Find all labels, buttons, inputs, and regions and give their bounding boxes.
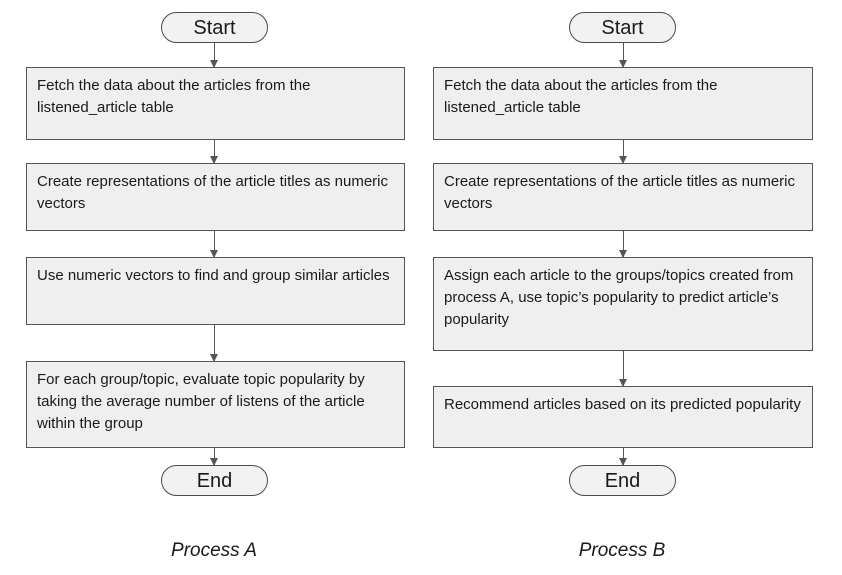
process-b-arrow-5	[623, 448, 624, 465]
process-a-start	[161, 12, 268, 43]
process-a-arrow-2	[214, 140, 215, 163]
process-b-end	[569, 465, 676, 496]
process-b-step-4	[433, 386, 813, 448]
process-b-step-1	[433, 67, 813, 140]
process-a-arrow-5	[214, 448, 215, 465]
process-a-step-2-text: Create representations of the article titles as numeric vectors	[37, 173, 388, 212]
process-a-arrow-1	[214, 43, 215, 67]
process-a-step-3-text: Use numeric vectors to find and group similar articles	[37, 267, 390, 284]
process-b-arrow-1	[623, 43, 624, 67]
process-a-arrow-4	[214, 325, 215, 361]
process-b-start-label: Start	[601, 16, 644, 39]
process-b-arrow-3	[623, 231, 624, 257]
process-b-step-2	[433, 163, 813, 231]
process-b-arrow-4	[623, 351, 624, 386]
process-b-arrow-2	[623, 140, 624, 163]
process-a-arrow-3	[214, 231, 215, 257]
process-a-start-label: Start	[193, 16, 236, 39]
process-a-step-2	[26, 163, 405, 231]
process-a-end-label: End	[196, 469, 233, 492]
process-a-step-4	[26, 361, 405, 448]
process-b-step-3-text: Assign each article to the groups/topics created from process A, use topic’s popularity to predict article’s popularity	[444, 267, 794, 328]
process-a-caption: Process A	[171, 540, 257, 561]
process-b-step-2-text: Create representations of the article titles as numeric vectors	[444, 173, 795, 212]
process-a-step-4-text: For each group/topic, evaluate topic popularity by taking the average number of listens of the article within the group	[37, 371, 365, 432]
process-b-end-label: End	[604, 469, 641, 492]
process-a-end	[161, 465, 268, 496]
process-b-start	[569, 12, 676, 43]
process-b-step-3	[433, 257, 813, 351]
process-b-caption: Process B	[578, 540, 666, 561]
process-b-step-1-text: Fetch the data about the articles from the listened_article table	[444, 77, 718, 116]
process-a-step-1	[26, 67, 405, 140]
process-a-step-1-text: Fetch the data about the articles from the listened_article table	[37, 77, 311, 116]
process-a-step-3	[26, 257, 405, 325]
process-b-step-4-text: Recommend articles based on its predicted popularity	[444, 396, 801, 413]
